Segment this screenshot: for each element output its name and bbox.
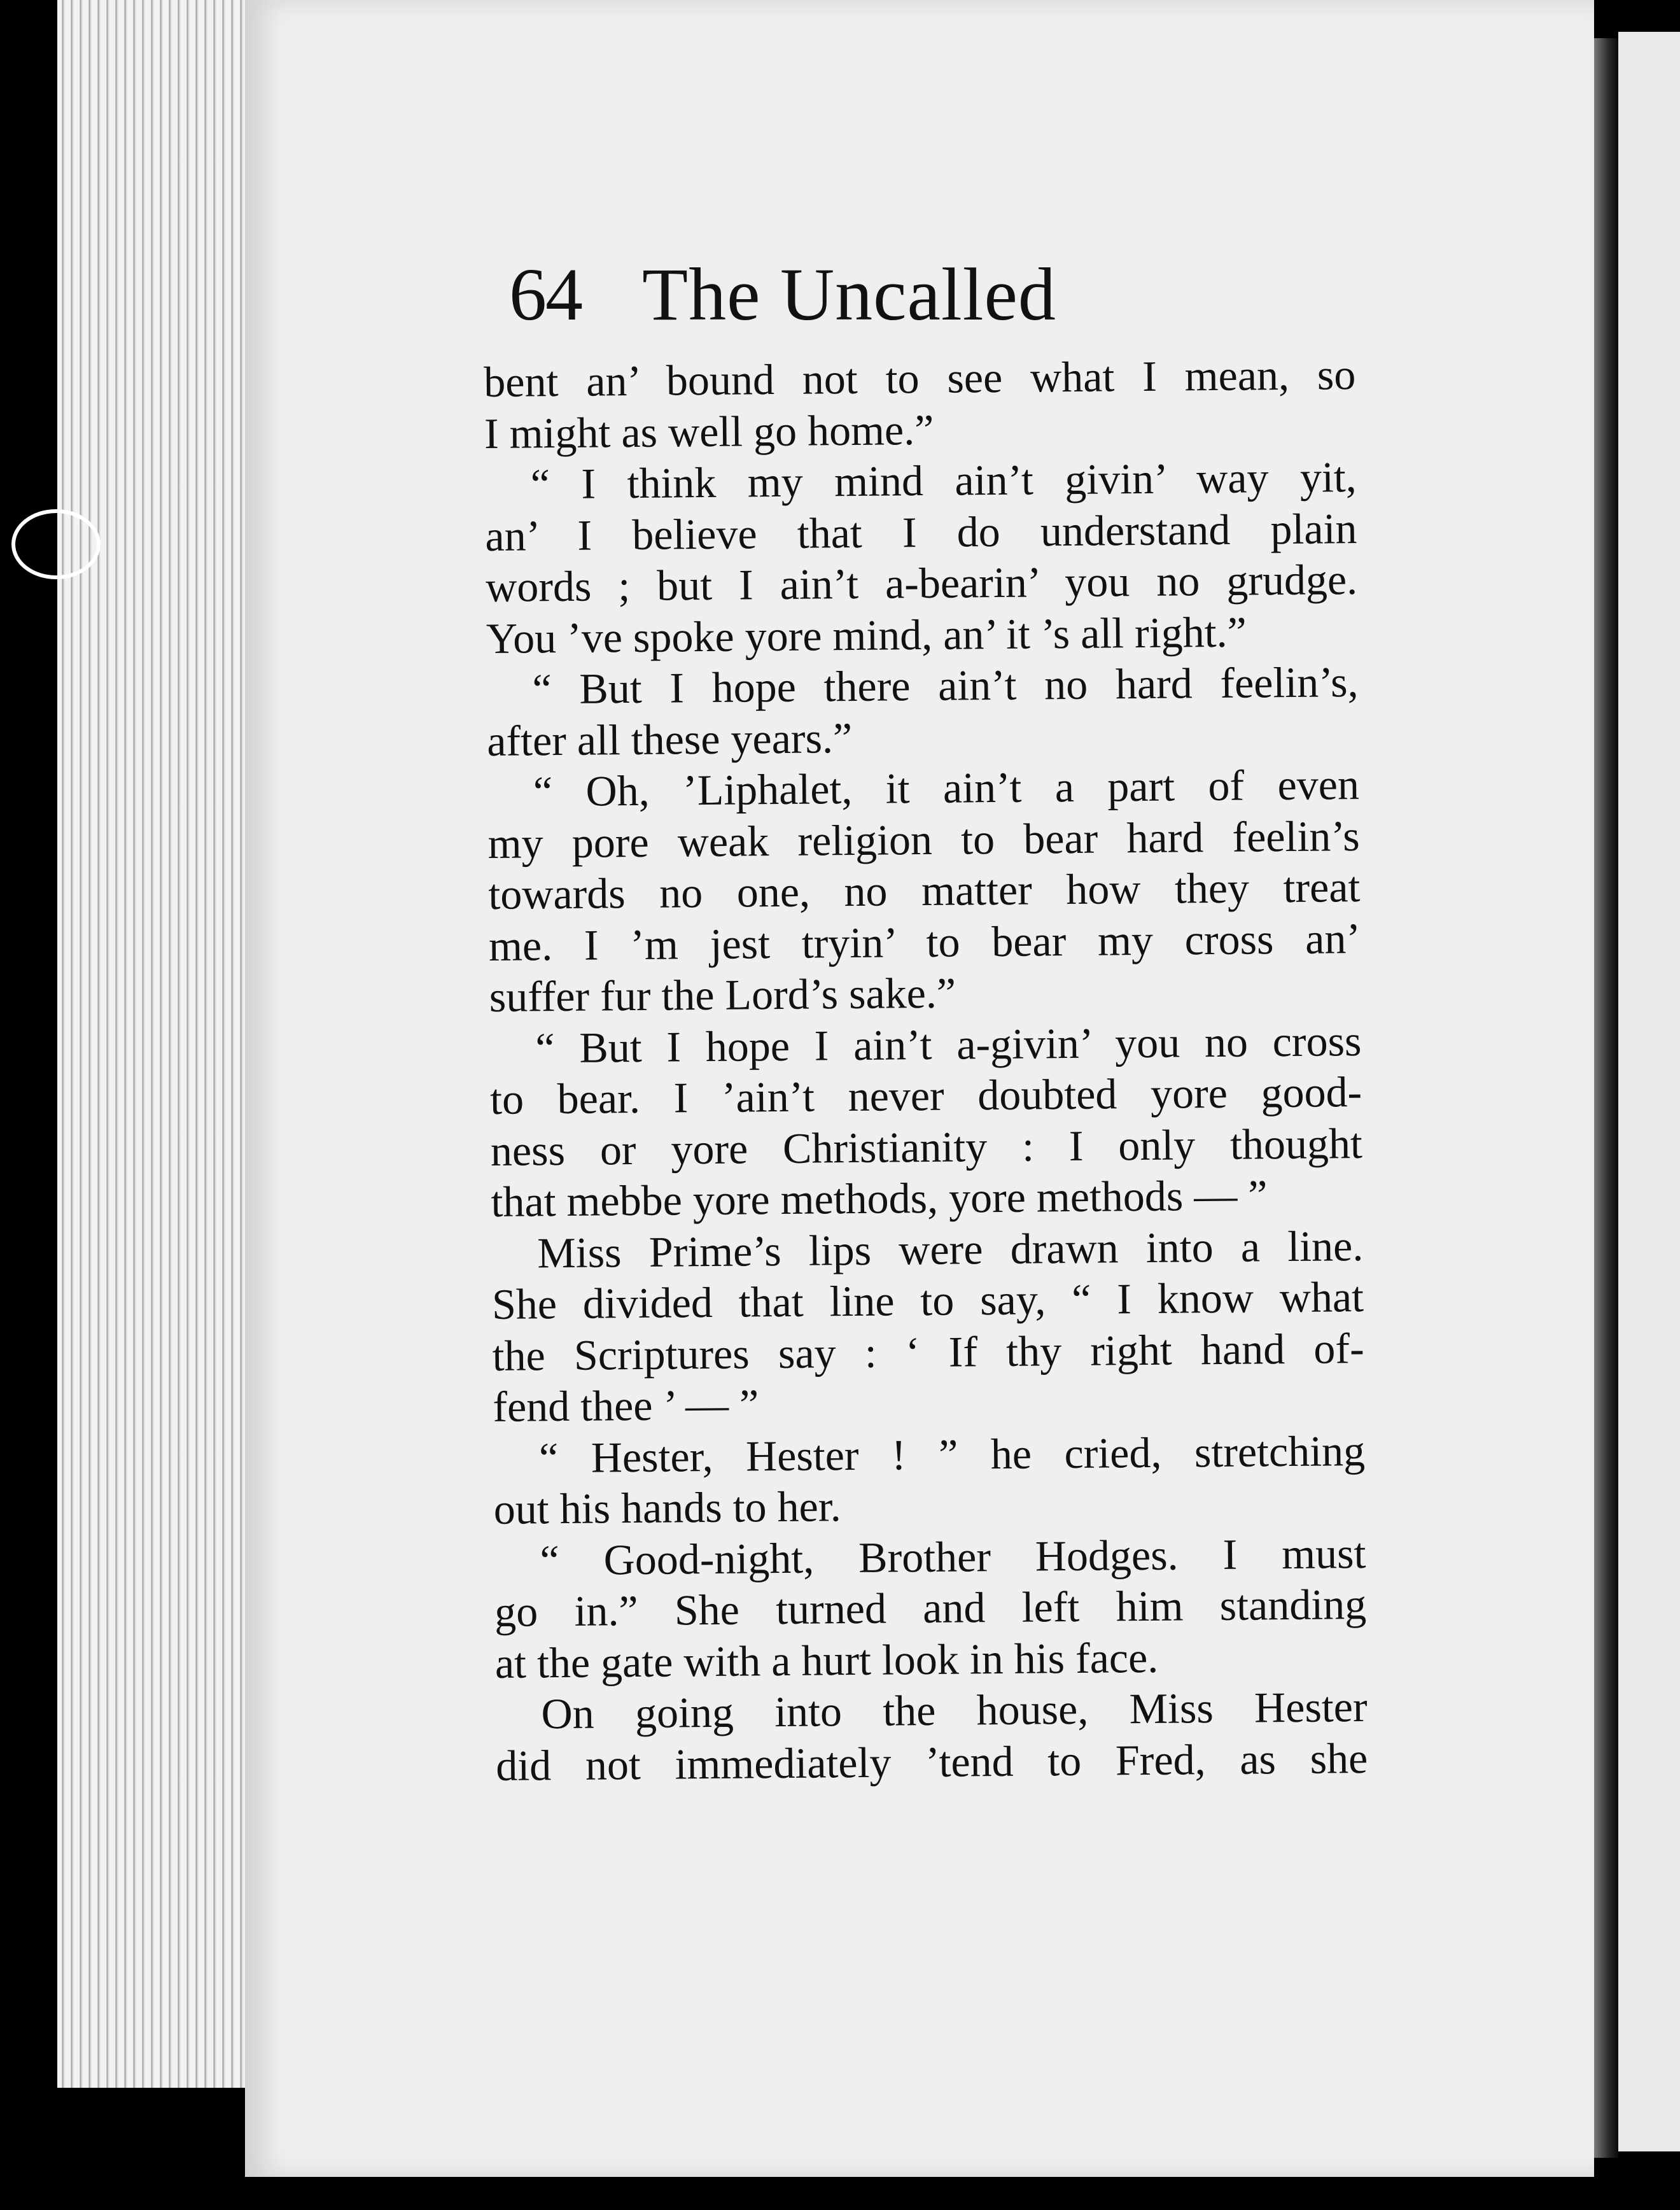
text-line: the Scriptures say : ‘ If thy right hand of- xyxy=(492,1323,1364,1380)
page-number: 64 xyxy=(509,253,582,336)
text-line: words ; but I ain’t a-bearin’ you no grudge. xyxy=(485,555,1358,611)
text-line: me. I ’m jest tryin’ to bear my cross an’ xyxy=(488,913,1361,970)
text-line: bent an’ bound not to see what I mean, so xyxy=(484,350,1356,406)
text-line: “ But I hope I ain’t a-givin’ you no cross xyxy=(535,1016,1362,1072)
text-line: Miss Prime’s lips were drawn into a line. xyxy=(536,1221,1364,1277)
text-line: that mebbe yore methods, yore methods — ” xyxy=(491,1171,1268,1226)
book-gutter xyxy=(1594,38,1618,2158)
text-line: to bear. I ’ain’t never doubted yore good- xyxy=(489,1067,1362,1123)
text-line: I might as well go home.” xyxy=(484,405,934,458)
text-line: “ Hester, Hester ! ” he cried, stretching xyxy=(538,1426,1366,1482)
text-line: an’ I believe that I do understand plain xyxy=(485,503,1357,560)
scan-blot xyxy=(11,509,101,579)
text-line: suffer fur the Lord’s sake.” xyxy=(489,968,956,1021)
text-line: out his hands to her. xyxy=(493,1482,841,1533)
running-title: The Uncalled xyxy=(642,253,1056,336)
text-line: On going into the house, Miss Hester xyxy=(541,1682,1368,1738)
text-line: at the gate with a hurt look in his face. xyxy=(494,1633,1159,1687)
text-line: my pore weak religion to bear hard feelin’s xyxy=(487,811,1360,868)
text-line: fend thee ’ — ” xyxy=(493,1380,759,1431)
text-line: “ Good-night, Brother Hodges. I must xyxy=(540,1528,1366,1584)
text-line: ness or yore Christianity : I only thought xyxy=(490,1118,1363,1175)
facing-page-edge xyxy=(1618,32,1680,2151)
text-line: You ’ve spoke yore mind, an’ it ’s all right.” xyxy=(486,607,1247,663)
body-text xyxy=(484,349,1368,1791)
page-edges xyxy=(57,0,248,2088)
text-line: “ Oh, ’Liphalet, it ain’t a part of even xyxy=(533,760,1360,816)
text-line: after all these years.” xyxy=(486,713,853,765)
text-line: go in.” She turned and left him standing xyxy=(494,1579,1367,1636)
text-line: She divided that line to say, “ I know what xyxy=(491,1272,1364,1328)
text-line: “ I think my mind ain’t givin’ way yit, xyxy=(530,453,1357,509)
text-line: “ But I hope there ain’t no hard feelin’s, xyxy=(532,658,1359,714)
text-line: towards no one, no matter how they treat xyxy=(488,862,1361,918)
page-header xyxy=(509,251,1336,341)
text-line: did not immediately ’tend to Fred, as she xyxy=(495,1733,1368,1790)
